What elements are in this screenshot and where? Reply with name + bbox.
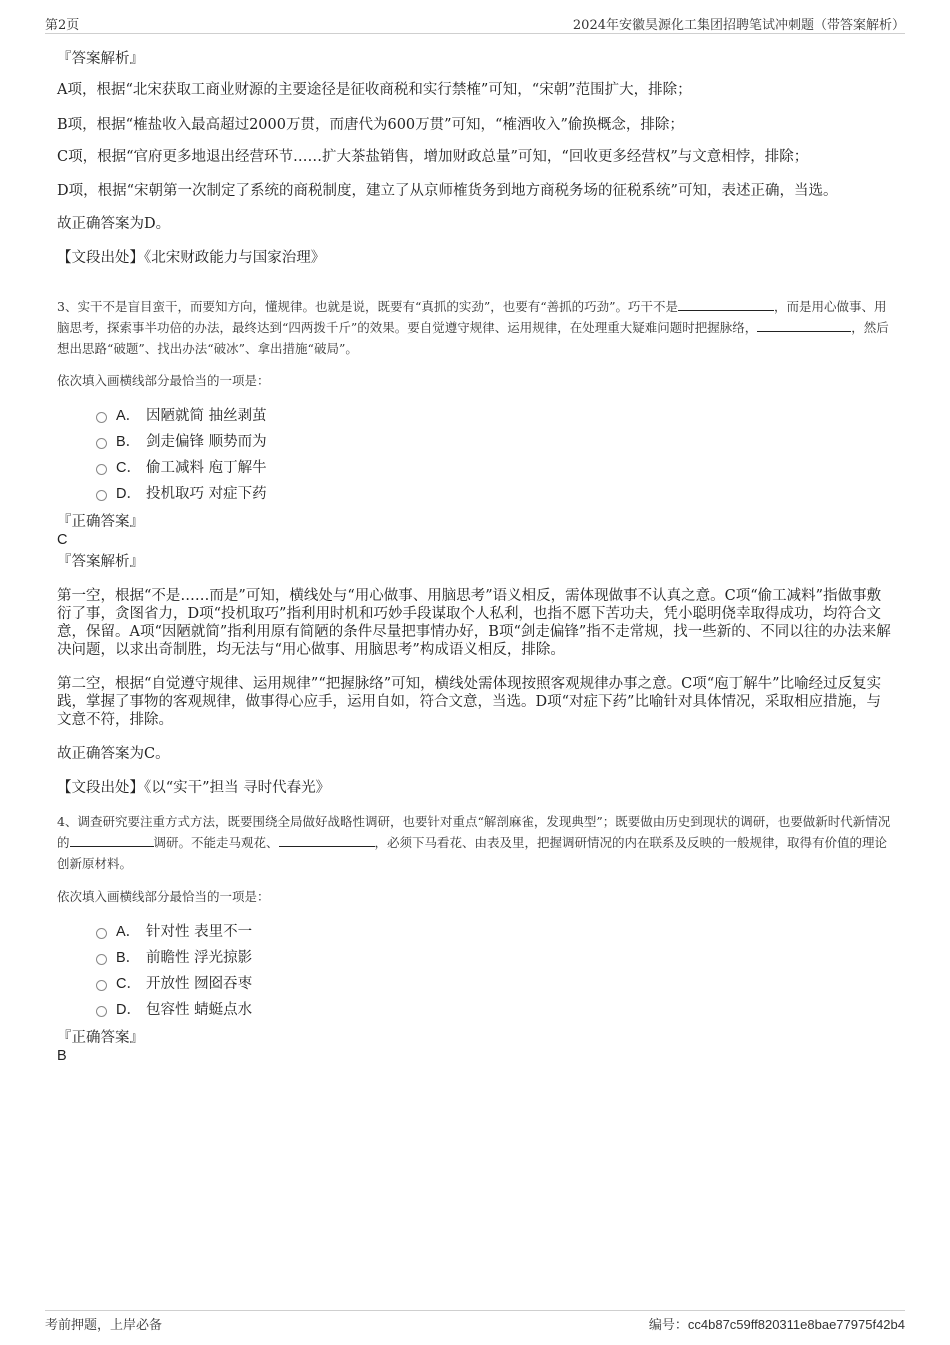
footer-slogan: 考前押题，上岸必备: [45, 1318, 163, 1333]
blank-1: [70, 834, 154, 847]
analysis-c: C项，根据“官府更多地退出经营环节……扩大茶盐销售，增加财政总量”可知，“回收更多经营权”与文意相悖，排除；: [57, 149, 809, 165]
option-text: 前瞻性 浮光掠影: [146, 950, 253, 966]
question-3-stem: [57, 296, 892, 359]
q3-option-d[interactable]: [96, 485, 267, 503]
correct-answer: B: [57, 1048, 67, 1064]
stem-part-2: 调研。不能走马观花、: [153, 835, 279, 850]
page-header: [45, 14, 905, 34]
radio-icon[interactable]: [96, 438, 107, 449]
option-letter: B．: [116, 434, 141, 450]
option-text: 因陋就简 抽丝剥茧: [146, 408, 267, 424]
q4-option-d[interactable]: [96, 1001, 252, 1019]
analysis-d: D项，根据“宋朝第一次制定了系统的商税制度，建立了从京师榷货务到地方商税务场的征税系统”可知，表述正确，当选。: [57, 183, 838, 199]
option-text: 针对性 表里不一: [146, 924, 253, 940]
q3-option-b[interactable]: [96, 433, 267, 451]
q3-option-c[interactable]: [96, 459, 267, 477]
option-text: 包容性 蜻蜓点水: [146, 1002, 253, 1018]
blank-1: [678, 298, 774, 311]
q4-option-a[interactable]: [96, 923, 252, 941]
option-letter: C．: [116, 976, 141, 992]
document-code: [649, 1314, 905, 1333]
correct-answer-label: 『正确答案』: [57, 1030, 144, 1046]
radio-icon[interactable]: [96, 928, 107, 939]
option-letter: A．: [116, 924, 141, 940]
page-number: 第2页: [45, 18, 80, 33]
analysis-label: 『答案解析』: [57, 51, 144, 67]
page-footer: [45, 1310, 905, 1334]
conclusion: 故正确答案为D。: [57, 216, 171, 232]
analysis-b: B项，根据“榷盐收入最高超过2000万贯，而唐代为600万贯”可知，“榷酒收入”偷换概念，排除；: [57, 117, 684, 133]
radio-icon[interactable]: [96, 464, 107, 475]
option-text: 投机取巧 对症下药: [146, 486, 267, 502]
radio-icon[interactable]: [96, 954, 107, 965]
radio-icon[interactable]: [96, 980, 107, 991]
option-text: 剑走偏锋 顺势而为: [146, 434, 267, 450]
q3-option-a[interactable]: [96, 407, 267, 425]
radio-icon[interactable]: [96, 412, 107, 423]
source-citation: 【文段出处】《以“实干”担当 寻时代春光》: [57, 780, 331, 796]
source-citation: 【文段出处】《北宋财政能力与国家治理》: [57, 250, 326, 266]
radio-icon[interactable]: [96, 490, 107, 501]
correct-answer-label: 『正确答案』: [57, 514, 144, 530]
option-letter: A．: [116, 408, 141, 424]
stem-part-1: 3、实干不是盲目蛮干，而要知方向，懂规律。也就是说，既要有“真抓的实劲”，也要有“善抓的巧劲”。巧干不是: [57, 299, 679, 314]
question-3-prompt: 依次填入画横线部分最恰当的一项是：: [57, 373, 270, 388]
option-text: 开放性 囫囵吞枣: [146, 976, 253, 992]
blank-2: [757, 319, 851, 332]
document-title: 2024年安徽昊源化工集团招聘笔试冲刺题（带答案解析）: [572, 18, 905, 33]
correct-answer: C: [57, 532, 68, 548]
option-letter: D．: [116, 1002, 141, 1018]
analysis-a: A项，根据“北宋获取工商业财源的主要途径是征收商税和实行禁榷”可知，“宋朝”范围扩大，排除；: [57, 82, 692, 98]
code-label: 编号：: [648, 1317, 688, 1332]
stem-part-2: ，而是用心做事、用脑思考，探索事半功倍的办法，最终达到“四两拨千斤”的效果。要自觉遵守规律、运用规律，在处理重大疑难问题时把握脉络，: [57, 299, 887, 335]
stem-part-3: ，然后想出思路“破题”、找出办法“破冰”、拿出措施“破局”。: [57, 320, 889, 356]
radio-icon[interactable]: [96, 1006, 107, 1017]
option-letter: B．: [116, 950, 141, 966]
question-4-prompt: 依次填入画横线部分最恰当的一项是：: [57, 889, 270, 904]
option-text: 偷工减料 庖丁解牛: [146, 460, 267, 476]
conclusion: 故正确答案为C。: [57, 746, 170, 762]
analysis-paragraph-2: 第二空，根据“自觉遵守规律、运用规律”“把握脉络”可知，横线处需体现按照客观规律办事之意。C项“庖丁解牛”比喻经过反复实践，掌握了事物的客观规律，做事得心应手，运用自如，符合文意，当选。D项“对症下药”比喻针对具体情况，采取相应措施，与文意不符，排除。: [57, 676, 882, 728]
question-4-stem: [57, 811, 892, 874]
analysis-paragraph-1: 第一空，根据“不是……而是”可知，横线处与“用心做事、用脑思考”语义相反，需体现做事不认真之意。C项“偷工减料”指做事敷衍了事，贪图省力，D项“投机取巧”指利用时机和巧妙手段谋取个人私利，也指不愿下苦功夫，凭小聪明侥幸取得成功，均符合文意，保留。A项“因陋就简”指利用原有简陋的条件尽量把事情办好，B项“剑走偏锋”指不走常规，找一些新的、不同以往的办法来解决问题，以求出奇制胜，均无法与“用心做事、用脑思考”构成语义相反，排除。: [57, 588, 891, 658]
option-letter: D．: [116, 486, 141, 502]
analysis-label: 『答案解析』: [57, 554, 144, 570]
stem-part-1: 4、调查研究要注重方式方法，既要围绕全局做好战略性调研，也要针对重点“解剖麻雀，发现典型”；既要做由历史到现状的调研，也要做新时代新情况的: [57, 814, 891, 850]
q4-option-b[interactable]: [96, 949, 252, 967]
option-letter: C．: [116, 460, 141, 476]
code-value: cc4b87c59ff820311e8bae77975f42b4: [687, 1317, 905, 1332]
blank-2: [279, 834, 375, 847]
stem-part-3: ，必须下马看花、由表及里，把握调研情况的内在联系及反映的一般规律，取得有价值的理论创新原材料。: [57, 835, 888, 871]
q4-option-c[interactable]: [96, 975, 252, 993]
